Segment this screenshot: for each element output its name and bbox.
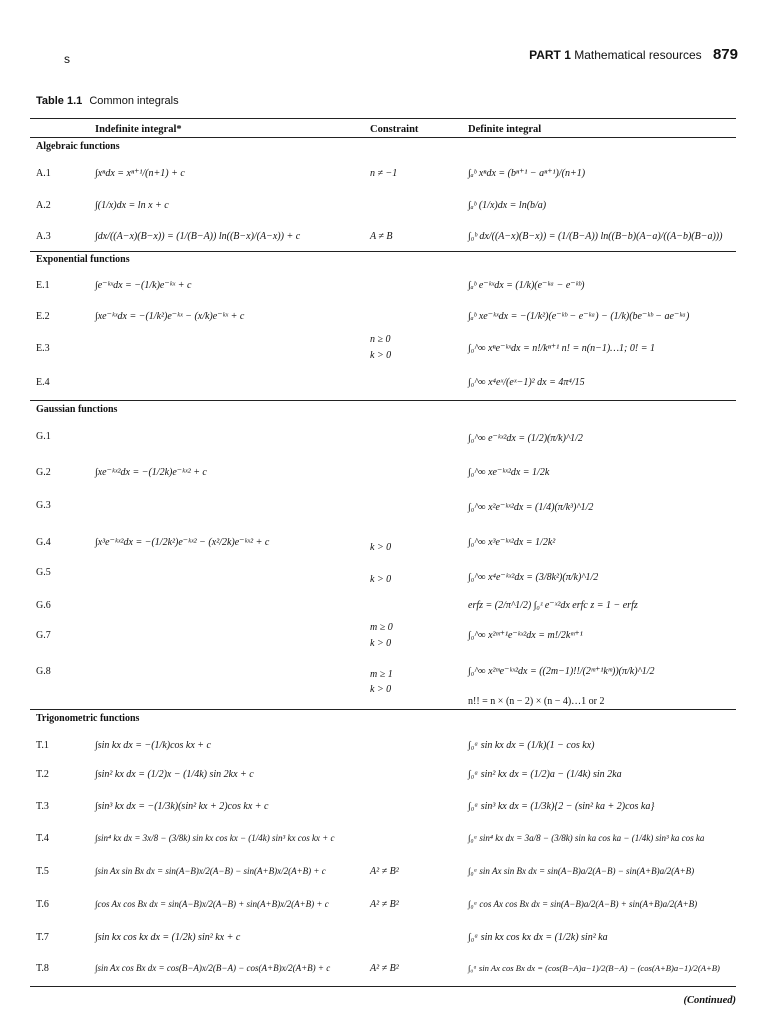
row-label-A1: A.1 bbox=[36, 168, 51, 179]
row-label-T2: T.2 bbox=[36, 769, 49, 780]
page-number: 879 bbox=[712, 46, 738, 63]
definite-G2: ∫₀^∞ xe⁻ᵏˣ²dx = 1/2k bbox=[468, 467, 550, 478]
divider-algebraic bbox=[30, 251, 736, 252]
row-label-G3: G.3 bbox=[36, 500, 51, 511]
constraint2-E3: k > 0 bbox=[370, 350, 392, 361]
definite-G8: ∫₀^∞ x²ᵐe⁻ᵏˣ²dx = ((2m−1)!!/(2ᵐ⁺¹kᵐ))(π/k)^1/2 bbox=[468, 666, 655, 677]
definite-T6: ∫₀ᵃ cos Ax cos Bx dx = sin(A−B)a/2(A−B) + sin(A+B)a/2(A+B) bbox=[468, 899, 698, 909]
row-label-T5: T.5 bbox=[36, 866, 49, 877]
definite-A2: ∫ₐᵇ (1/x)dx = ln(b/a) bbox=[468, 200, 547, 211]
row-label-G7: G.7 bbox=[36, 630, 51, 641]
row-label-E3: E.3 bbox=[36, 343, 50, 354]
definite-T7: ∫₀ᵃ sin kx cos kx dx = (1/2k) sin² ka bbox=[468, 932, 608, 943]
definite-T5: ∫₀ᵃ sin Ax sin Bx dx = sin(A−B)a/2(A−B) − sin(A+B)a/2(A+B) bbox=[468, 866, 695, 876]
definite-T2: ∫₀ᵃ sin² kx dx = (1/2)a − (1/4k) sin 2ka bbox=[468, 769, 622, 780]
definite-G7: ∫₀^∞ x²ᵐ⁺¹e⁻ᵏˣ²dx = m!/2kᵐ⁺¹ bbox=[468, 630, 583, 641]
section-title: Mathematical resources bbox=[574, 48, 702, 62]
constraint-G4: k > 0 bbox=[370, 542, 392, 553]
table-caption: Common integrals bbox=[89, 95, 179, 107]
section-gaussian: Gaussian functions bbox=[36, 404, 118, 415]
indefinite-A1: ∫xⁿdx = xⁿ⁺¹/(n+1) + c bbox=[95, 168, 185, 179]
constraint-T5: A² ≠ B² bbox=[370, 866, 399, 877]
table-bottom-rule bbox=[30, 986, 736, 987]
left-margin-mark: s bbox=[64, 52, 70, 66]
divider-exponential bbox=[30, 400, 736, 401]
row-label-T4: T.4 bbox=[36, 833, 49, 844]
constraint-G5: k > 0 bbox=[370, 574, 392, 585]
constraint-G8: m ≥ 1 bbox=[370, 669, 393, 680]
row-label-A2: A.2 bbox=[36, 200, 51, 211]
row-label-T3: T.3 bbox=[36, 801, 49, 812]
definite-T1: ∫₀ᵃ sin kx dx = (1/k)(1 − cos kx) bbox=[468, 740, 595, 751]
constraint-T8: A² ≠ B² bbox=[370, 963, 399, 974]
table-top-rule bbox=[30, 118, 736, 119]
definite-T8: ∫₀ᵃ sin Ax cos Bx dx = (cos(B−A)a−1)/2(B−A) − (cos(A+B)a−1)/2(A+B) bbox=[468, 963, 720, 973]
definite-G5: ∫₀^∞ x⁴e⁻ᵏˣ²dx = (3/8k²)(π/k)^1/2 bbox=[468, 572, 599, 583]
row-label-E1: E.1 bbox=[36, 280, 50, 291]
indefinite-A3: ∫dx/((A−x)(B−x)) = (1/(B−A)) ln((B−x)/(A−x)) + c bbox=[95, 231, 301, 242]
part-label: PART 1 bbox=[529, 48, 571, 62]
section-exponential: Exponential functions bbox=[36, 254, 130, 265]
definite-G6: erfz = (2/π^1/2) ∫₀ᶻ e⁻ˣ²dx erfc z = 1 − erfz bbox=[468, 600, 638, 611]
section-trigonometric: Trigonometric functions bbox=[36, 713, 140, 724]
constraint2-G8: k > 0 bbox=[370, 684, 392, 695]
definite-E2: ∫ₐᵇ xe⁻ᵏˣdx = −(1/k²)(e⁻ᵏᵇ − e⁻ᵏᵃ) − (1/k)(be⁻ᵏᵇ − ae⁻ᵏᵃ) bbox=[468, 311, 690, 322]
row-label-A3: A.3 bbox=[36, 231, 51, 242]
definite-E4: ∫₀^∞ x⁴eˣ/(eˣ−1)² dx = 4π⁴/15 bbox=[468, 377, 585, 388]
running-head bbox=[529, 46, 738, 63]
definite-A1: ∫ₐᵇ xⁿdx = (bⁿ⁺¹ − aⁿ⁺¹)/(n+1) bbox=[468, 168, 586, 179]
constraint-A1: n ≠ −1 bbox=[370, 168, 398, 179]
definite-T4: ∫₀ᵃ sin⁴ kx dx = 3a/8 − (3/8k) sin ka cos ka − (1/4k) sin³ ka cos ka bbox=[468, 833, 705, 843]
row-label-T1: T.1 bbox=[36, 740, 49, 751]
definite-A3: ∫₀ᵇ dx/((A−x)(B−x)) = (1/(B−A)) ln((B−b)(A−a)/((A−b)(B−a))) bbox=[468, 231, 723, 242]
row-label-T7: T.7 bbox=[36, 932, 49, 943]
indefinite-T3: ∫sin³ kx dx = −(1/3k)(sin² kx + 2)cos kx + c bbox=[95, 801, 269, 812]
definite-E1: ∫ₐᵇ e⁻ᵏˣdx = (1/k)(e⁻ᵏᵃ − e⁻ᵏᵇ) bbox=[468, 280, 585, 291]
table-label: Table 1.1 bbox=[36, 95, 83, 107]
divider-gaussian bbox=[30, 709, 736, 710]
section-algebraic: Algebraic functions bbox=[36, 141, 120, 152]
constraint-A3: A ≠ B bbox=[370, 231, 393, 242]
indefinite-G2: ∫xe⁻ᵏˣ²dx = −(1/2k)e⁻ᵏˣ² + c bbox=[95, 467, 207, 478]
indefinite-T2: ∫sin² kx dx = (1/2)x − (1/4k) sin 2kx + c bbox=[95, 769, 254, 780]
indefinite-E1: ∫e⁻ᵏˣdx = −(1/k)e⁻ᵏˣ + c bbox=[95, 280, 192, 291]
row-label-G8: G.8 bbox=[36, 666, 51, 677]
indefinite-E2: ∫xe⁻ᵏˣdx = −(1/k²)e⁻ᵏˣ − (x/k)e⁻ᵏˣ + c bbox=[95, 311, 245, 322]
column-header-constraint: Constraint bbox=[370, 124, 419, 135]
indefinite-T7: ∫sin kx cos kx dx = (1/2k) sin² kx + c bbox=[95, 932, 241, 943]
definite-G1: ∫₀^∞ e⁻ᵏˣ²dx = (1/2)(π/k)^1/2 bbox=[468, 433, 583, 444]
row-label-T8: T.8 bbox=[36, 963, 49, 974]
row-label-G2: G.2 bbox=[36, 467, 51, 478]
definite-T3: ∫₀ᵃ sin³ kx dx = (1/3k){2 − (sin² ka + 2)cos ka} bbox=[468, 801, 655, 812]
indefinite-A2: ∫(1/x)dx = ln x + c bbox=[95, 200, 169, 211]
row-label-G6: G.6 bbox=[36, 600, 51, 611]
indefinite-T5: ∫sin Ax sin Bx dx = sin(A−B)x/2(A−B) − sin(A+B)x/2(A+B) + c bbox=[95, 866, 326, 876]
constraint2-G7: k > 0 bbox=[370, 638, 392, 649]
indefinite-G4: ∫x³e⁻ᵏˣ²dx = −(1/2k²)e⁻ᵏˣ² − (x²/2k)e⁻ᵏˣ² + c bbox=[95, 537, 270, 548]
table-title bbox=[36, 95, 179, 107]
indefinite-T8: ∫sin Ax cos Bx dx = cos(B−A)x/2(B−A) − cos(A+B)x/2(A+B) + c bbox=[95, 963, 331, 973]
constraint-G7: m ≥ 0 bbox=[370, 622, 393, 633]
definite-G4: ∫₀^∞ x³e⁻ᵏˣ²dx = 1/2k² bbox=[468, 537, 556, 548]
row-label-G4: G.4 bbox=[36, 537, 51, 548]
indefinite-T4: ∫sin⁴ kx dx = 3x/8 − (3/8k) sin kx cos kx − (1/4k) sin³ kx cos kx + c bbox=[95, 833, 335, 843]
row-label-T6: T.6 bbox=[36, 899, 49, 910]
definite-E3: ∫₀^∞ xⁿe⁻ᵏˣdx = n!/kⁿ⁺¹ n! = n(n−1)…1; 0! = 1 bbox=[468, 343, 655, 354]
constraint-E3: n ≥ 0 bbox=[370, 334, 391, 345]
row-label-G1: G.1 bbox=[36, 431, 51, 442]
indefinite-T6: ∫cos Ax cos Bx dx = sin(A−B)x/2(A−B) + sin(A+B)x/2(A+B) + c bbox=[95, 899, 329, 909]
header-bottom-rule bbox=[30, 137, 736, 138]
row-label-E2: E.2 bbox=[36, 311, 50, 322]
definite-G8-note: n!! = n × (n − 2) × (n − 4)…1 or 2 bbox=[468, 696, 605, 707]
column-header-definite: Definite integral bbox=[468, 124, 542, 135]
row-label-G5: G.5 bbox=[36, 567, 51, 578]
constraint-T6: A² ≠ B² bbox=[370, 899, 399, 910]
definite-G3: ∫₀^∞ x²e⁻ᵏˣ²dx = (1/4)(π/k³)^1/2 bbox=[468, 502, 594, 513]
row-label-E4: E.4 bbox=[36, 377, 50, 388]
indefinite-T1: ∫sin kx dx = −(1/k)cos kx + c bbox=[95, 740, 211, 751]
column-header-indefinite: Indefinite integral* bbox=[95, 124, 182, 135]
continued-note: (Continued) bbox=[683, 995, 736, 1006]
